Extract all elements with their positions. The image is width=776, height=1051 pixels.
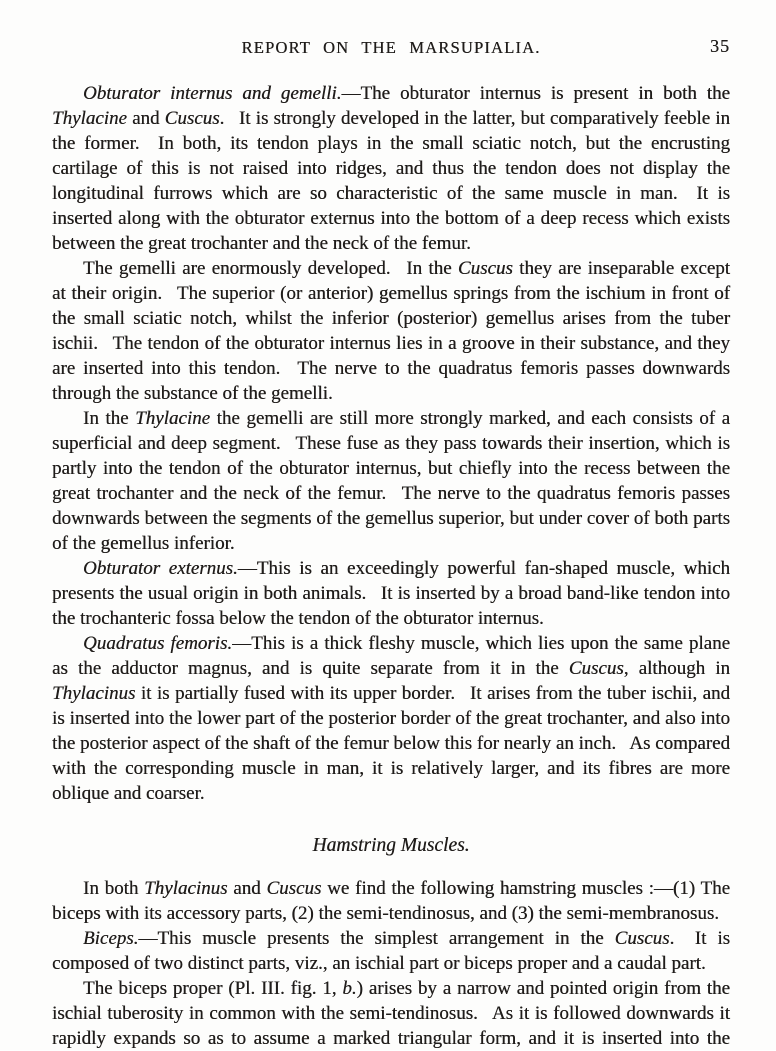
italic-term: Cuscus [568,658,624,679]
paragraph-biceps-proper [52,976,730,1051]
italic-term: Thylacinus [52,683,136,704]
text-segment: and [126,108,165,129]
paragraph-biceps [52,926,730,976]
italic-term: Thylacinus [144,878,228,899]
text-segment: . It is composed of two distinct parts, viz., an ischial part or biceps proper and a caudal part. [52,928,731,974]
text-segment: —This is a thick fleshy muscle, which lies upon the same plane as the adductor magnus, and is quite separate from it in the [52,633,731,679]
page-number: 35 [710,36,730,56]
text-segment: The gemelli are enormously developed. In the [83,258,458,279]
italic-term: Obturator externus. [83,558,238,579]
section-heading-hamstring-muscles: Hamstring Muscles. [312,835,470,856]
paragraph-gemelli-development [52,256,730,406]
text-segment: —This muscle presents the simplest arrangement in the [138,928,615,949]
italic-term: Quadratus femoris. [83,633,233,654]
paragraph-thylacine-gemelli [52,406,730,556]
italic-term: Cuscus [457,258,513,279]
text-segment: ) arises by a narrow and pointed origin from the ischial tuberosity in common with the semi-tendinosus. As it is followed downwards it rapidly expands so as to assume a marked triangular form, and it is inserted into the [52,978,730,1049]
paragraph-obturator-internus-and-gemelli [52,81,730,256]
italic-term: Obturator internus and gemelli. [83,83,342,104]
text-segment: —This is an exceedingly powerful fan-shaped muscle, which presents the usual origin in both animals. It is inserted by a broad band-like tendon into the trochanteric fossa below the tendon of the obturator internus. [52,558,730,629]
text-segment: and [227,878,267,899]
text-segment: , although in [623,658,730,679]
paragraph-hamstring-intro [52,876,730,926]
paragraph-quadratus-femoris [52,631,730,806]
italic-term: Cuscus [266,878,322,899]
italic-term: Cuscus [614,928,670,949]
italic-term: Thylacine [52,108,127,129]
text-segment: the gemelli are still more strongly marked, and each consists of a superficial and deep segment. These fuse as they pass towards their insertion, which is partly into the tendon of the obturator internus, but chiefly into the recess between the great trochanter and the neck of the femur. The nerve to the quadratus femoris passes downwards between the segments of the gemellus superior, but under cover of both parts of the gemellus inferior. [52,408,730,554]
italic-term: Biceps. [83,928,139,949]
italic-term: Cuscus [164,108,220,129]
paragraph-obturator-externus [52,556,730,631]
body-text [52,81,730,1051]
text-segment: we find the following hamstring muscles :—(1) The biceps with its accessory parts, (2) the semi-tendinosus, and (3) the semi-membranosus. [52,878,731,924]
text-segment: . It is strongly developed in the latter, but comparatively feeble in the former. In both, its tendon plays in the small sciatic notch, but the encrusting cartilage of this is not raised into ridges, and thus the tendon does not display the longitudinal furrows which are so characteristic of the same muscle in man. It is inserted along with the obturator externus into the bottom of a deep recess which exists between the great trochanter and the neck of the femur. [52,108,730,254]
text-segment: The biceps proper (Pl. III. fig. 1, [83,978,343,999]
text-segment: In the [83,408,136,429]
text-segment: —The obturator internus is present in both the [341,83,730,104]
text-segment: In both [83,878,145,899]
running-title: REPORT ON THE MARSUPIALIA. [241,38,541,57]
page-header [52,0,730,60]
text-segment: they are inseparable except at their origin. The superior (or anterior) gemellus springs from the ischium in front of the small sciatic notch, whilst the inferior (posterior) gemellus arises from the tuber ischii. The tendon of the obturator internus lies in a groove in their substance, and they are inserted into this tendon. The nerve to the quadratus femoris passes downwards through the substance of the gemelli. [52,258,731,404]
text-segment: it is partially fused with its upper border. It arises from the tuber ischii, and is inserted into the lower part of the posterior border of the great trochanter, and also into the posterior aspect of the shaft of the femur below this for nearly an inch. As compared with the corresponding muscle in man, it is relatively larger, and its fibres are more oblique and coarser. [52,683,730,804]
italic-term: b. [342,978,357,999]
italic-term: Thylacine [135,408,211,429]
